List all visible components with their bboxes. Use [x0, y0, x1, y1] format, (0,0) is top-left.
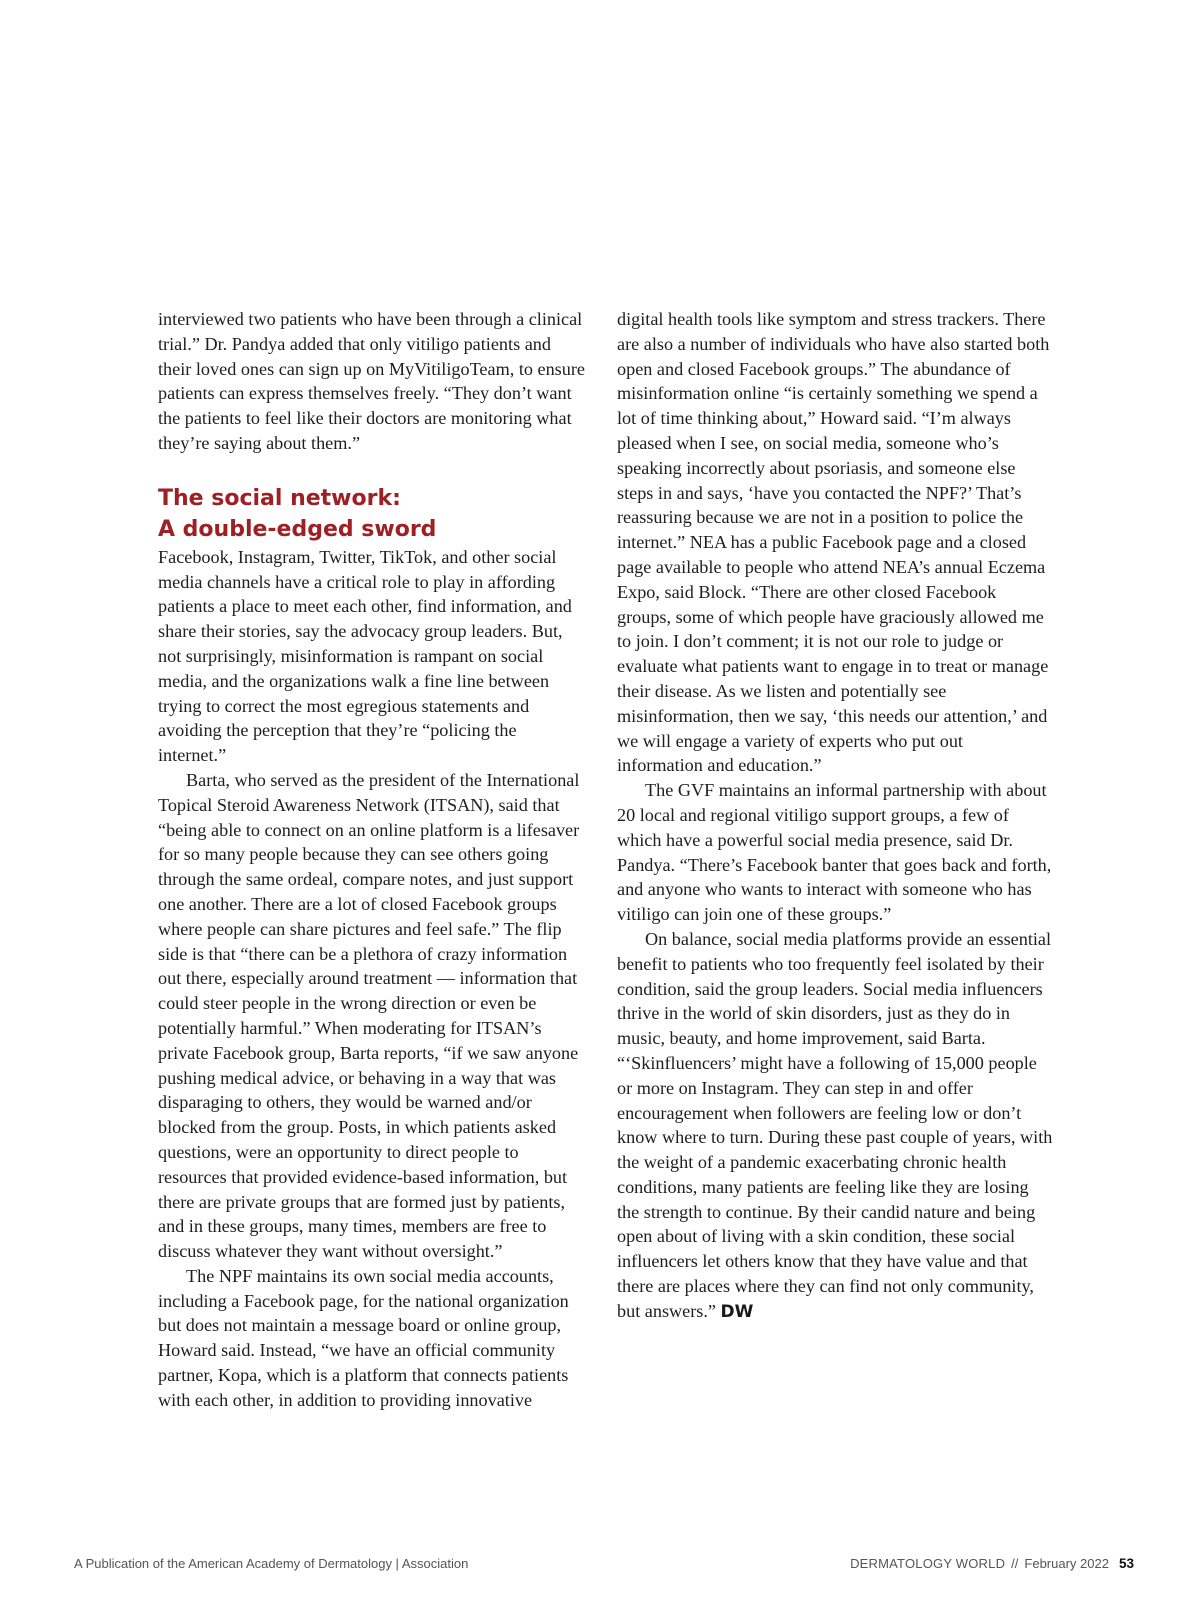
section-heading [158, 483, 586, 545]
footer-issue-date: February 2022 [1024, 1556, 1109, 1571]
body-paragraph-4: The GVF maintains an informal partnership with about 20 local and regional vitiligo support groups, a few of which have a powerful social media presence, said Dr. Pandya. “There’s Facebook banter that goes back and forth, and anyone who wants to interact with someone who has vitiligo can join one of these groups.” [617, 780, 1052, 925]
footer-folio [850, 1556, 1134, 1571]
body-paragraph-5 [617, 927, 1053, 1325]
footer-separator: // [1011, 1556, 1019, 1571]
section-heading-line1: The social network: [158, 485, 401, 511]
body-paragraph-1: Facebook, Instagram, Twitter, TikTok, and other social media channels have a critical role to play in affording patients a place to meet each other, find information, and share their stories, say the advocacy group leaders. But, not surprisingly, misinformation is rampant on social media, and the organizations walk a fine line between trying to correct the most egregious statements and avoiding the perception that they’re “policing the internet.” [158, 546, 572, 766]
author-signoff: DW [720, 1301, 754, 1322]
article-column-left [158, 307, 586, 1413]
section-heading-line2: A double-edged sword [158, 516, 437, 542]
footer-publication-credit: A Publication of the American Academy of Dermatology | Association [74, 1556, 469, 1571]
footer-publication-name: DERMATOLOGY WORLD [850, 1556, 1006, 1571]
intro-paragraph: interviewed two patients who have been through a clinical trial.” Dr. Pandya added that only vitiligo patients and their loved ones can sign up on MyVitiligoTeam, to ensure patients can express themselves freely. “They don’t want the patients to feel like their doctors are monitoring what they’re saying about them.” [158, 309, 585, 453]
body-paragraph-2: Barta, who served as the president of the International Topical Steroid Awareness Network (ITSAN), said that “being able to connect on an online platform is a lifesaver for so many people because they can see others going through the same ordeal, compare notes, and just support one another. There are a lot of closed Facebook groups where people can share pictures and feel safe.” The flip side is that “there can be a plethora of crazy information out there, especially around treatment — information that could steer people in the wrong direction or even be potentially harmful.” When moderating for ITSAN’s private Facebook group, Barta reports, “if we saw anyone pushing medical advice, or behaving in a way that was disparaging to others, they would be warned and/or blocked from the group. Posts, in which patients asked questions, were an opportunity to direct people to resources that provided evidence-based information, but there are private groups that are formed just by patients, and in these groups, many times, members are free to discuss whatever they want without oversight.” [158, 769, 580, 1262]
body-paragraph-3: The NPF maintains its own social media accounts, including a Facebook page, for the national organization but does not maintain a message board or online group, Howard said. Instead, “we have an official community partner, Kopa, which is a platform that connects patients with each other, in addition to providing innovative [158, 1265, 569, 1410]
body-paragraph-5-text: On balance, social media platforms provide an essential benefit to patients who too frequently feel isolated by their condition, said the group leaders. Social media influencers thrive in the world of skin disorders, just as they do in music, beauty, and home improvement, said Barta. “‘Skinfluencers’ might have a following of 15,000 people or more on Instagram. They can step in and offer encouragement when followers are feeling low or don’t know where to turn. During these past couple of years, with the weight of a pandemic exacerbating chronic health conditions, many patients are feeling like they are losing the strength to continue. By their candid nature and being open about of living with a skin condition, these social influencers let others know that they have value and that there are places where they can find not only community, but answers.” [617, 928, 1053, 1321]
body-paragraph-3-continued: digital health tools like symptom and stress trackers. There are also a number of individuals who have also started both open and closed Facebook groups.” The abundance of misinformation online “is certainly something we spend a lot of time thinking about,” Howard said. “I’m always pleased when I see, on social media, someone who’s speaking incorrectly about psoriasis, and someone else steps in and says, ‘have you contacted the NPF?’ That’s reassuring because we are not in a position to police the internet.” NEA has a public Facebook page and a closed page available to people who attend NEA’s annual Eczema Expo, said Block. “There are other closed Facebook groups, some of which people have graciously allowed me to join. I don’t comment; it is not our role to judge or evaluate what patients want to engage in to treat or manage their disease. As we listen and potentially see misinformation, then we say, ‘this needs our attention,’ and we will engage a variety of experts who put out information and education.” [617, 309, 1050, 776]
article-column-right [617, 307, 1053, 1325]
page-number: 53 [1118, 1556, 1134, 1571]
